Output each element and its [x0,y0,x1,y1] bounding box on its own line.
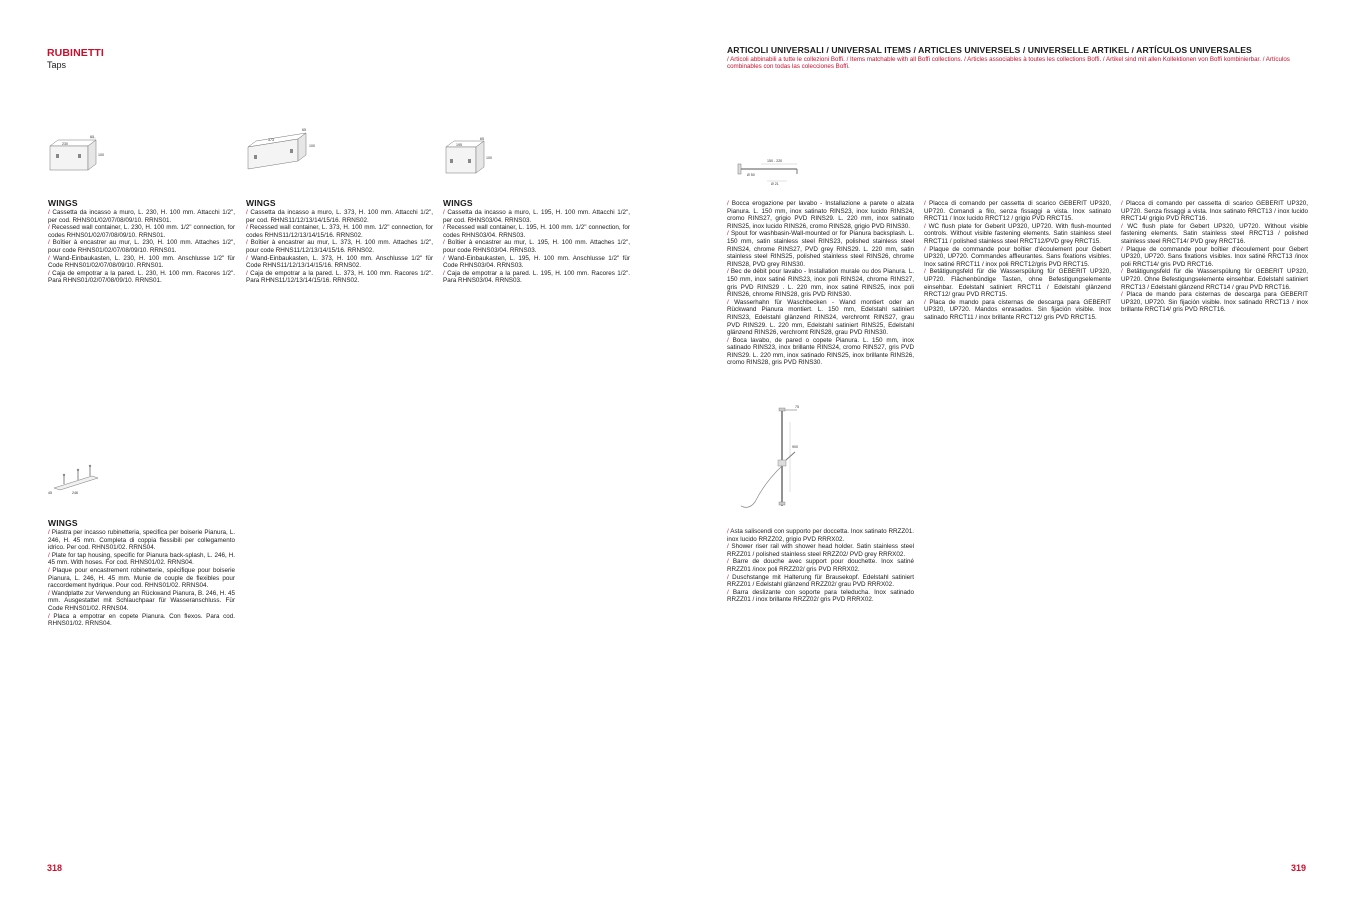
product-description: / Cassetta da incasso a muro, L. 373, H. 100 mm. Attacchi 1/2", per cod. RHNS11/12/13/14/15/16. RRNS02. / Recessed wall container, L. 373, H. 100 mm. 1/2" connection, for codes RHNS11/12/13/14/15/16. RRNS02. / Boîtier à encastrer au mur, L. 373, H. 100 mm. Attaches 1/2", pour code RHNS11/12/13/14/15/16. RRNS02. / Wand-Einbaukasten, L. 373, H. 100 mm. Anschlusse 1/2" für Code RHNS11/12/13/14/15/16. RRNS02. / Caja de empotrar a la pared. L. 373, H. 100 mm. Racores 1/2". Para RHNS11/12/13/14/15/16. RRNS02. [246,209,434,285]
dim-height: 100 [98,153,104,157]
section-subtitle: / Articoli abbinabili a tutte le collezioni Boffi. / Items matchable with all Boffi collections. / Articles associables à toutes les collections Boffi. / Artikel sind mit allen Kollektionen von Boffi kombinierbar. / Artículos combinables con todas las colecciones Boffi. [727,56,1290,71]
product-wings-195 [443,198,630,285]
product-description: / Cassetta da incasso a muro, L. 195, H. 100 mm. Attacchi 1/2", per cod. RHNS03/04. RRNS03. / Recessed wall container, L. 195, H. 100 mm. 1/2" connection, for codes RHNS03/04. RRNS03. / Boîtier à encastrer au mur, L. 195, H. 100 mm. Attaches 1/2", pour code RHNS03/04. RRNS03. / Wand-Einbaukasten, L. 195, H. 100 mm. Anschlusse 1/2" für Code RHNS03/04. RRNS03. / Caja de empotrar a la pared. L. 195, H. 100 mm. Racores 1/2". Para RHNS03/04. RRNS03. [443,209,631,285]
dim-depth: 45 [48,491,52,495]
dim-length: 150 - 220 [767,159,783,163]
dim-height: 100 [486,156,492,160]
wall-container-drawing-373 [246,127,316,177]
flush-plate-description-1: / Placca di comando per cassetta di scarico GEBERIT UP320, UP720. Comandi a filo, senza fissaggi a vista. Inox satinato RRCT11 / Inox lucido RRCT12 / grigio PVD RRCT15. / WC flush plate for Geberit UP320, UP720. With flush-mounted controls. Without visible fastening elements. Satin stainless steel RRCT11 / polished stainless steel RRCT12/PVD grey RRCT15. / Plaque de commande pour boîtier d'écoulement pour Gebert UP320, UP720. Commandes affleurantes. Sans fixations visibles. Inox satiné RRCT11 / inox poli RRCT12/gris PVD RRCT15. / Betätigungsfeld für die Wasserspülung für GEBERIT UP320, UP720. Flächenbündige Tasten, ohne Befestigungselemente einsehbar. Edelstahl satiniert RRCT11 / Edelstahl glänzend RRCT12/ grau PVD RRCT15. / Placa de mando para cisternas de descarga para GEBERIT UP320, UP720. Mandos enrasados. Sin fijación visible. Inox satinado RRCT11 / inox brillante RRCT12/ gris PVD RRCT15. [924,200,1112,321]
shower-riser-description: / Asta saliscendi con supporto per doccetta. Inox satinato RRZZ01. inox lucido RRZZ02, grigio PVD RRRX02. / Shower riser rail with shower head holder. Satin stainless steel RRZZ01 / polished stainless steel RRZZ02/ PVD grey RRRX02. / Barre de douche avec support pour douchette. Inox satiné RRZZ01 /inox poli RRZZ02/ gris PVD RRRX02. / Duschstange mit Halterung für Brausekopf. Edelstahl satiniert RRZZ01 / Edelstahl glänzend RRZZ02/ grau PVD RRRX02. / Barra deslizante con soporte para teleducha. Inox satinado RRZZ01 / inox brillante RRZZ02/ gris PVD RRRX02. [727,528,915,604]
dim-diameter-21: Ø 21 [771,182,779,186]
product-wings-230 [48,198,235,285]
product-title: WINGS [48,518,78,528]
dim-diameter-50: Ø 50 [747,173,755,177]
product-title: WINGS [48,198,78,208]
dim-height: 100 [309,144,315,148]
shower-riser-drawing [735,402,810,514]
flush-plate-description-2: / Placca di comando per cassetta di scarico GEBERIT UP320, UP720. Senza fissaggi a vista. Inox satinato RRCT13 / inox lucido RRCT14/ grigio PVD RRCT16. / WC flush plate for Gebert UP320, UP720. Without visible fastening elements. Satin stainless steel RRCT13 / polished stainless steel RRCT14/ PVD grey RRCT16. / Plaque de commande pour boîtier d'écoulement pour Gebert UP320, UP720. Sans fixations visibles. Inox satiné RRCT13 /inox poli RRCT14/ gris PVD RRCT16. / Betätigungsfeld für die Wasserspülung für GEBERIT UP320, UP720. Ohne Befestigungselemente einsehbar. Edelstahl satiniert RRCT13 / Edelstahl glänzend RRCT14 / grau PVD RRCT16. / Placa de mando para cisternas de descarga para GEBERIT UP320, UP720. Sin fijación visible. Inox satinado RRCT13 / inox brillante RRCT14/ gris PVD RRCT16. [1121,200,1309,314]
dim-depth: 65 [480,137,484,141]
dim-width: 195 [456,143,462,147]
product-wings-373 [246,198,433,285]
product-description: / Piastra per incasso rubinetteria, specifica per boiserie Pianura, L. 246, H. 45 mm. Completa di coppia flessibili per collegamento idrico. Per cod. RHNS01/02. RRNS04. / Plate for tap housing, specific for Pianura back-splash, L. 246, H. 45 mm. With hoses. For cod. RHNS01/02. RRNS04. / Plaque pour encastrement robinetterie, spécifique pour boiserie Pianura, L. 246, H. 45 mm. Munie de couple de flexibles pour raccordement hydrique. Pour cod. RHNS01/02. RRNS04. / Wandplatte zur Verwendung an Rückwand Pianura, B. 246, H. 45 mm. Ausgestattet mit Schlauchpaar für Wasseranschluss. Für Code RHNS01/02. RRNS04. / Placa a empotrar en copete Pianura. Con flexos. Para cod. RHNS01/02. RRNS04. [48,529,236,628]
tap-plate-drawing-246 [48,462,108,498]
dim-depth: 65 [90,135,94,139]
spout-drawing [737,156,807,188]
section-title: RUBINETTI [47,47,104,59]
dim-top: 75 [795,405,799,409]
product-title: WINGS [443,198,473,208]
wall-container-drawing-230 [48,136,108,176]
dim-depth: 65 [302,128,306,132]
wall-container-drawing-195 [444,137,499,182]
dim-width: 373 [268,138,274,142]
dim-width: 230 [62,142,68,146]
page-number-right: 319 [1291,863,1307,873]
product-description: / Cassetta da incasso a muro, L. 230, H. 100 mm. Attacchi 1/2", per cod. RHNS01/02/07/08/09/10. RRNS01. / Recessed wall container, L. 230, H. 100 mm. 1/2" connection, for codes RHNS01/02/07/08/09/10. RRNS01. / Boîtier à encastrer au mur, L. 230, H. 100 mm. Attaches 1/2", pour code RHNS01/02/07/08/09/10. RRNS01. / Wand-Einbaukasten, L. 230, H. 100 mm. Anschlusse 1/2" für Code RHNS01/02/07/08/09/10. RRNS01. / Caja de empotrar a la pared. L. 230, H. 100 mm. Racores 1/2". Para RHNS01/02/07/08/09/10. RRNS01. [48,209,236,285]
product-wings-plate [48,518,235,628]
section-title: ARTICOLI UNIVERSALI / UNIVERSAL ITEMS / ARTICLES UNIVERSELS / UNIVERSELLE ARTIKEL / ARTÍCULOS UNIVERSALES [727,45,1252,55]
section-subtitle: Taps [47,60,67,70]
page-number-left: 318 [47,863,63,873]
right-page-header [727,45,1317,71]
dim-length: 900 [792,445,798,449]
product-title: WINGS [246,198,276,208]
spout-description: / Bocca erogazione per lavabo - Installazione a parete o alzata Pianura. L. 150 mm, inox satinato RINS23, inox lucido RINS24, cromo RINS27, grigio PVD RINS29. L. 220 mm, inox satinato RINS25, inox lucido RINS26, cromo RINS28, grigio PVD RINS30. / Spout for washbasin-Wall-mounted or for Pianura backsplash. L. 150 mm, satin stainless steel RINS23, polished stainless steel RINS24, chrome RINS27, PVD grey RINS29. L. 220 mm, satin stainless steel RINS25, polished stainless steel RINS26, chrome RINS28, PVD grey RINS30. / Bec de débit pour lavabo - Installation murale ou dos Pianura. L. 150 mm, inox satiné RINS23, inox poli RINS24, chrome RINS27, gris PVD RINS29 . L. 220 mm, inox satiné RINS25, inox poli RINS26, chrome RINS28, gris PVD RINS30. / Wasserhahn für Waschbecken - Wand montiert oder an Rückwand Pianura montiert. L. 150 mm, Edelstahl satiniert RINS23, Edelstahl glänzend RINS24, verchromt RINS27, grau PVD RINS29. L. 220 mm, Edelstahl satiniert RINS25, Edelstahl glänzend RINS26, verchromt RINS28, grau PVD RINS30. / Boca lavabo, de pared o copete Pianura. L. 150 mm, inox satinado RINS23, inox brillante RINS24, cromo RINS27, gris PVD RINS29. L. 220 mm, inox satinado RINS25, inox brillante RINS26, cromo RINS28, gris PVD RINS30. [727,200,915,367]
dim-width: 246 [72,491,78,495]
